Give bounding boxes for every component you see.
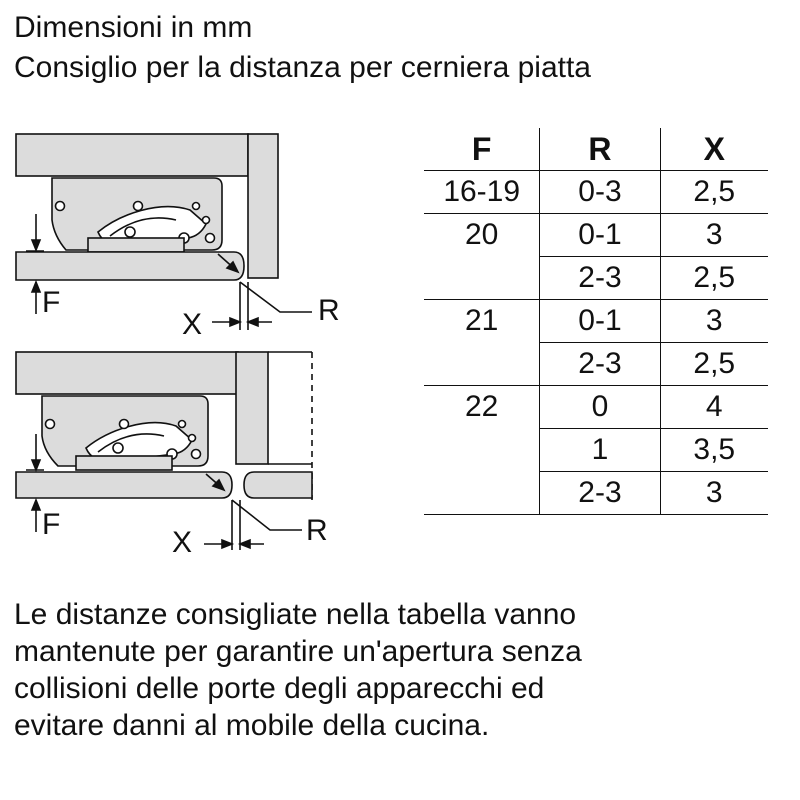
cell-x: 3,5 — [660, 429, 768, 472]
cell-f: 22 — [424, 386, 540, 429]
table-header-row — [424, 128, 768, 171]
cell-r: 0 — [540, 386, 660, 429]
bottom-r-label: R — [306, 514, 328, 547]
cell-r: 2-3 — [540, 257, 660, 300]
cabinet-top-panel — [16, 134, 248, 176]
cell-r: 2-3 — [540, 343, 660, 386]
header-r: R — [540, 128, 660, 171]
cabinet-top-panel — [16, 352, 238, 394]
cell-r: 0-1 — [540, 214, 660, 257]
cabinet-side-panel — [248, 134, 278, 278]
door-panel — [16, 472, 232, 498]
table-row — [424, 386, 768, 429]
header-x: X — [660, 128, 768, 171]
cell-f: 21 — [424, 300, 540, 343]
cell-x: 3 — [660, 472, 768, 515]
hinge-diagram-top — [16, 134, 312, 330]
table-row — [424, 300, 768, 343]
top-x-label: X — [182, 308, 203, 341]
table-row — [424, 257, 768, 300]
cell-f — [424, 257, 540, 300]
top-f-label: F — [42, 286, 61, 319]
cell-f — [424, 429, 540, 472]
cell-x: 2,5 — [660, 171, 768, 214]
cell-r: 1 — [540, 429, 660, 472]
door-panel — [16, 252, 244, 280]
note-line: mantenute per garantire un'apertura senza — [14, 635, 582, 668]
note-line: evitare danni al mobile della cucina. — [14, 709, 490, 742]
note-line: Le distanze consigliate nella tabella vanno — [14, 598, 577, 631]
table-row — [424, 171, 768, 214]
cell-x: 2,5 — [660, 343, 768, 386]
cell-r: 2-3 — [540, 472, 660, 515]
hinge-diagrams — [0, 120, 420, 560]
hinge-diagram-bottom — [16, 352, 312, 550]
diagram-title: Dimensioni in mm — [14, 11, 253, 44]
cabinet-side-panel — [236, 352, 268, 464]
recommendation-note — [14, 596, 794, 744]
table-row — [424, 429, 768, 472]
distance-table — [424, 128, 768, 515]
cell-x: 3 — [660, 300, 768, 343]
cell-f — [424, 472, 540, 515]
table-row — [424, 472, 768, 515]
top-r-label: R — [318, 294, 340, 327]
cell-x: 2,5 — [660, 257, 768, 300]
adjacent-door — [244, 472, 312, 498]
cell-f — [424, 343, 540, 386]
table-row — [424, 343, 768, 386]
bottom-f-label: F — [42, 508, 61, 541]
cell-f: 20 — [424, 214, 540, 257]
header-f: F — [424, 128, 540, 171]
cell-f: 16-19 — [443, 175, 521, 208]
note-line: collisioni delle porte degli apparecchi ed — [14, 672, 545, 705]
cell-r: 0-1 — [540, 300, 660, 343]
cell-x: 4 — [660, 386, 768, 429]
table-row — [424, 214, 768, 257]
cell-x: 3 — [660, 214, 768, 257]
cell-r: 0-3 — [540, 171, 660, 214]
bottom-x-label: X — [172, 526, 193, 559]
diagram-subtitle: Consiglio per la distanza per cerniera piatta — [14, 51, 591, 84]
